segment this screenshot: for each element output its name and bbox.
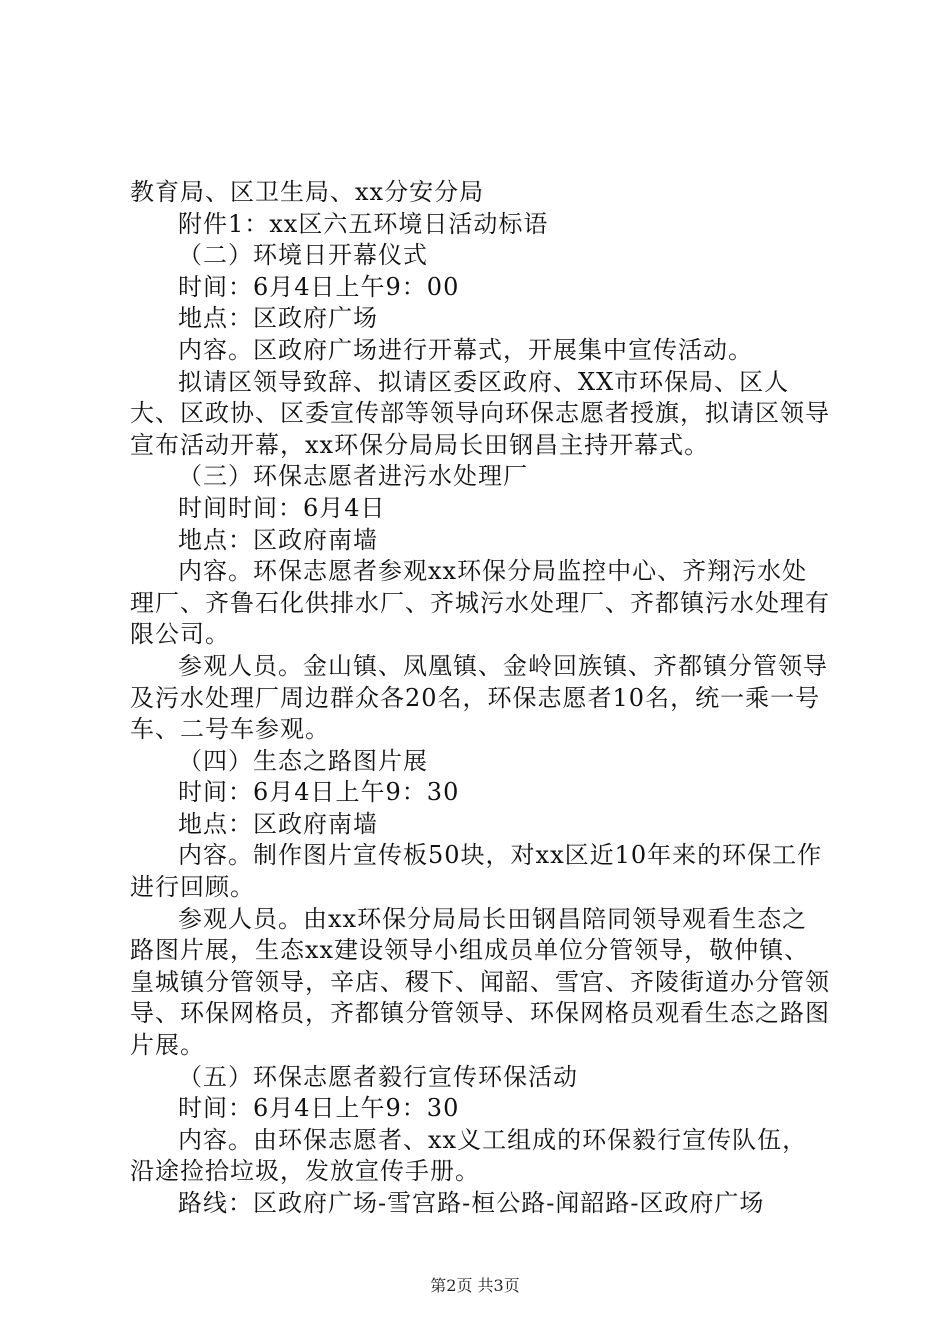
paragraph: 教育局、区卫生局、xx分安分局 (130, 178, 485, 206)
paragraph: 时间时间：6月4日 (178, 493, 386, 522)
section-heading: （三）环保志愿者进污水处理厂 (178, 462, 528, 491)
paragraph: 拟请区领导致辞、拟请区委区政府、XX市环保局、区人大、区政协、区委宣传部等领导向环保志愿者授旗，拟请区领导宣布活动开幕，xx环保分局局长田钢昌主持开幕式。 (130, 367, 830, 459)
section-heading: （二）环境日开幕仪式 (178, 241, 428, 270)
paragraph: 时间：6月4日上午9：30 (178, 778, 460, 807)
paragraph: 地点：区政府南墙 (178, 525, 378, 554)
page-number-footer: 第2页 共3页 (430, 1276, 520, 1295)
paragraph: 路线：区政府广场-雪宫路-桓公路-闻韶路-区政府广场 (178, 1189, 765, 1217)
paragraph: 时间：6月4日上午9：00 (178, 272, 460, 301)
section-heading: （四）生态之路图片展 (178, 746, 428, 775)
paragraph: 地点：区政府广场 (178, 304, 378, 333)
paragraph: 内容。区政府广场进行开幕式，开展集中宣传活动。 (178, 335, 753, 364)
paragraph: 时间：6月4日上午9：30 (178, 1094, 460, 1123)
paragraph: 地点：区政府南墙 (178, 809, 378, 838)
paragraph: 内容。环保志愿者参观xx环保分局监控中心、齐翔污水处理厂、齐鲁石化供排水厂、齐城污水处理厂、齐都镇污水处理有限公司。 (130, 557, 830, 649)
paragraph: 内容。由环保志愿者、xx义工组成的环保毅行宣传队伍，沿途捡拾垃圾，发放宣传手册。 (130, 1125, 808, 1186)
paragraph: 附件1：xx区六五环境日活动标语 (178, 209, 549, 238)
document-body (130, 177, 830, 1220)
paragraph: 内容。制作图片宣传板50块，对xx区近10年来的环保工作进行回顾。 (130, 841, 823, 902)
section-heading: （五）环保志愿者毅行宣传环保活动 (178, 1062, 578, 1091)
paragraph: 参观人员。金山镇、凤凰镇、金岭回族镇、齐都镇分管领导及污水处理厂周边群众各20名，环保志愿者10名，统一乘一号车、二号车参观。 (130, 651, 828, 744)
paragraph: 参观人员。由xx环保分局局长田钢昌陪同领导观看生态之路图片展，生态xx建设领导小组成员单位分管领导，敬仲镇、皇城镇分管领导，辛店、稷下、闻韶、雪宫、齐陵街道办分管领导、环保网格员，齐都镇分管领导、环保网格员观看生态之路图片展。 (130, 904, 830, 1060)
